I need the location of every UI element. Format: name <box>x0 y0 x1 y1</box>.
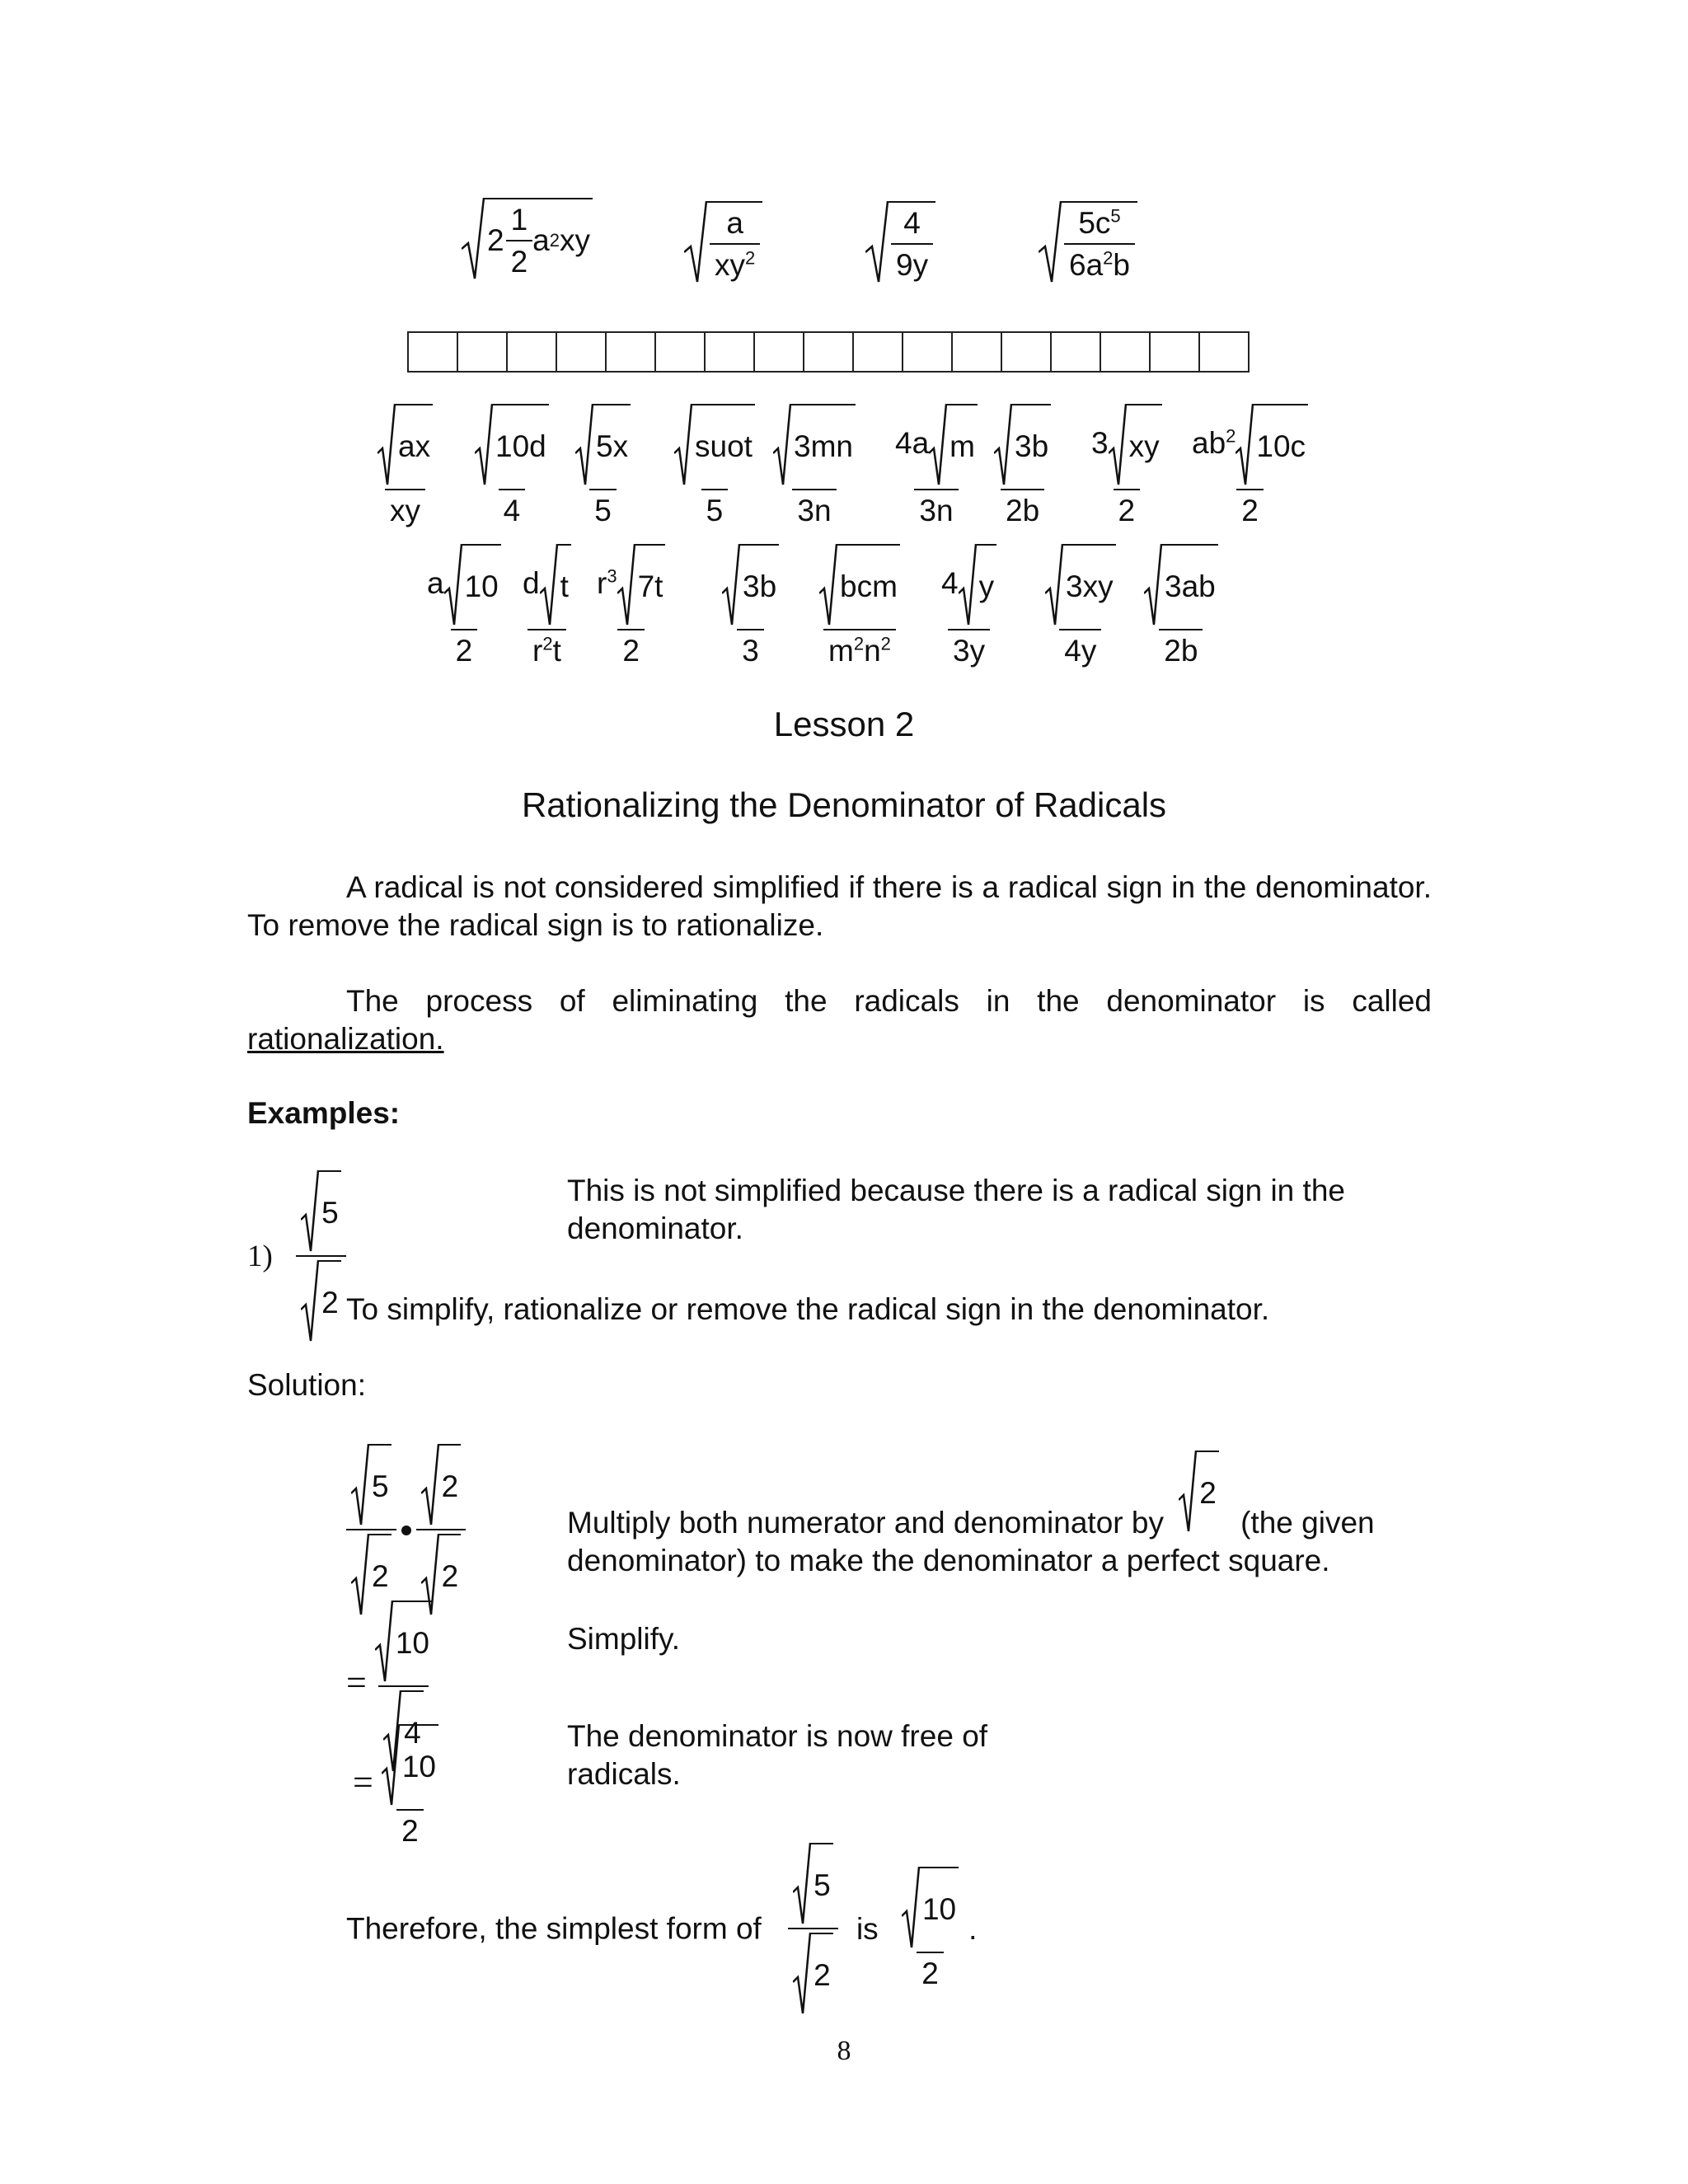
answer-boxes <box>409 331 1250 373</box>
radical-sign-icon <box>674 404 692 486</box>
answers-row-1 <box>0 404 1688 527</box>
radical-sign-icon <box>902 1867 920 1949</box>
radical-sign-icon <box>540 544 558 626</box>
answer-fraction: $\frac{3b}{3}$ <box>717 544 784 668</box>
term-rationalization: rationalization. <box>247 1022 444 1056</box>
radical-sign-icon <box>819 544 837 626</box>
instruction-text: To simplify, rationalize or remove the radical sign in the denominator. <box>346 1292 1270 1326</box>
answer-item <box>592 544 670 668</box>
radical-sign-icon <box>617 544 635 626</box>
example-1-note: This is not simplified because there is a radical sign in the denominator. <box>567 1174 1345 1245</box>
answer-box[interactable] <box>1100 331 1151 373</box>
radical-sign-icon <box>382 1724 400 1807</box>
answer-box[interactable] <box>605 331 656 373</box>
radical-sign-icon <box>301 1170 319 1253</box>
answer-item <box>518 544 576 668</box>
answer-item <box>989 404 1056 528</box>
answer-box[interactable] <box>1149 331 1200 373</box>
answer-box[interactable] <box>951 331 1002 373</box>
radical-sign-icon <box>377 404 396 486</box>
radical-sign-icon <box>575 404 593 486</box>
radical-sign-icon <box>301 1260 319 1343</box>
radical-sign-icon <box>994 404 1012 486</box>
radical-sign-icon <box>475 404 493 486</box>
radical-sign-icon <box>865 201 889 284</box>
solution-step-3: = $\frac{10}{2}$ <box>353 1724 443 1849</box>
answer-fraction: $\frac{\text{bcm}}{m^2n^2}$ <box>814 544 905 668</box>
answer-box[interactable] <box>704 331 755 373</box>
answer-fraction: 4 y 3y <box>936 544 1001 668</box>
answer-fraction: $\frac{10d}{4}$ <box>470 404 554 528</box>
answer-item <box>890 404 982 528</box>
answer-item <box>669 404 760 528</box>
answer-box[interactable] <box>1050 331 1101 373</box>
radical-sign-icon <box>1179 1451 1197 1533</box>
solution-step-1-note: Multiply both numerator and denominator by 2 (the given denominator) to make the denominator a perfect square. <box>567 1451 1391 1580</box>
solution-step-3-note: The denominator is now free of radicals. <box>567 1719 988 1791</box>
answer-box[interactable] <box>902 331 953 373</box>
exercise-1: 2 $\frac{1}{2}$ a 2 xy <box>462 198 593 280</box>
answer-item <box>717 544 784 668</box>
answer-fraction: $\frac{3ab}{2b}$ <box>1139 544 1223 668</box>
multiplication-dot-icon <box>401 1526 411 1535</box>
radical-sign-icon <box>1109 404 1127 486</box>
answer-fraction: $\frac{3xy}{4y}$ <box>1040 544 1121 668</box>
radical-sign-icon <box>959 544 977 626</box>
radical-sign-icon <box>1045 544 1063 626</box>
solution-step-2: = $\frac{10}{4}$ <box>346 1601 437 1773</box>
answer-item <box>768 404 860 528</box>
radical-sign-icon <box>1236 404 1254 486</box>
paragraph-definition: A radical is not considered simplified if there is a radical sign in the denominator. To remove the radical sign is to rationalize. <box>247 870 1432 942</box>
answer-fraction: 3 xy 2 <box>1086 404 1167 528</box>
answer-item <box>422 544 506 668</box>
radical-sign-icon <box>1144 544 1162 626</box>
answer-fraction: 4a m 3n <box>890 404 982 528</box>
radical-sign-icon <box>793 1933 811 2015</box>
answer-fraction: $\frac{\text{suot}}{5}$ <box>669 404 760 528</box>
radical-sign-icon <box>773 404 791 486</box>
answer-item <box>1139 544 1223 668</box>
answer-fraction: d t $r^2t$ <box>518 544 576 668</box>
radical-sign-icon <box>684 201 707 284</box>
lesson-number: Lesson 2 <box>773 705 915 743</box>
answer-item <box>373 404 438 528</box>
exercise-3: $\frac{4}{9y}$ <box>865 201 935 284</box>
answer-item <box>570 404 635 528</box>
answer-fraction: $\frac{5x}{5}$ <box>570 404 635 528</box>
radical-sign-icon <box>421 1444 439 1526</box>
answer-box[interactable] <box>1198 331 1250 373</box>
paragraph-rationalization: The process of eliminating the radicals in the denominator is called rationalization. <box>247 984 1432 1056</box>
answer-fraction: $\frac{3b}{2b}$ <box>989 404 1056 528</box>
page-number: 8 <box>837 2036 851 2066</box>
answer-box[interactable] <box>457 331 508 373</box>
solution-step-2-note: Simplify. <box>567 1622 681 1656</box>
radical-sign-icon <box>722 544 740 626</box>
exercise-2: $\frac{a}{xy^2}$ <box>684 201 762 284</box>
answer-fraction: a 10 2 <box>422 544 506 668</box>
solution-step-1: $\frac{5}{2}$ $\frac{2}{2}$ <box>346 1444 466 1616</box>
answer-box[interactable] <box>556 331 607 373</box>
radical-sign-icon <box>444 544 462 626</box>
exercise-4: $\frac{5c^5}{6a^2b}$ <box>1039 201 1137 284</box>
answer-box[interactable] <box>753 331 804 373</box>
radical-sign-icon <box>351 1444 369 1526</box>
answer-fraction: $\frac{3mn}{3n}$ <box>768 404 860 528</box>
answer-box[interactable] <box>407 331 458 373</box>
answer-item <box>1187 404 1313 528</box>
solution-label: Solution: <box>247 1368 366 1402</box>
answer-item <box>470 404 554 528</box>
answer-box[interactable] <box>654 331 706 373</box>
answer-box[interactable] <box>1001 331 1052 373</box>
answer-item <box>1086 404 1167 528</box>
radical-sign-icon <box>375 1601 393 1683</box>
examples-label: Examples: <box>247 1096 401 1130</box>
answer-box[interactable] <box>803 331 854 373</box>
lesson-title: Rationalizing the Denominator of Radicals <box>521 785 1167 824</box>
example-1: 1) $\frac{5}{2}$ <box>247 1170 346 1343</box>
radical-sign-icon <box>462 198 485 280</box>
answer-fraction: $ab^2$ 10c 2 <box>1187 404 1313 528</box>
answer-fraction: $r^3$ 7t 2 <box>592 544 670 668</box>
answer-box[interactable] <box>852 331 903 373</box>
answers-row-2 <box>0 544 1688 668</box>
answer-item <box>936 544 1001 668</box>
radical-sign-icon <box>793 1843 811 1925</box>
answer-item <box>1040 544 1121 668</box>
radical-sign-icon <box>929 404 947 486</box>
conclusion: Therefore, the simplest form of $\frac{5}{2}$ is $\frac{10}{2}$ . <box>346 1843 977 2015</box>
answer-item <box>814 544 905 668</box>
answer-fraction: $\frac{ax}{xy}$ <box>373 404 438 528</box>
answer-box[interactable] <box>506 331 557 373</box>
radical-sign-icon <box>1039 201 1062 284</box>
